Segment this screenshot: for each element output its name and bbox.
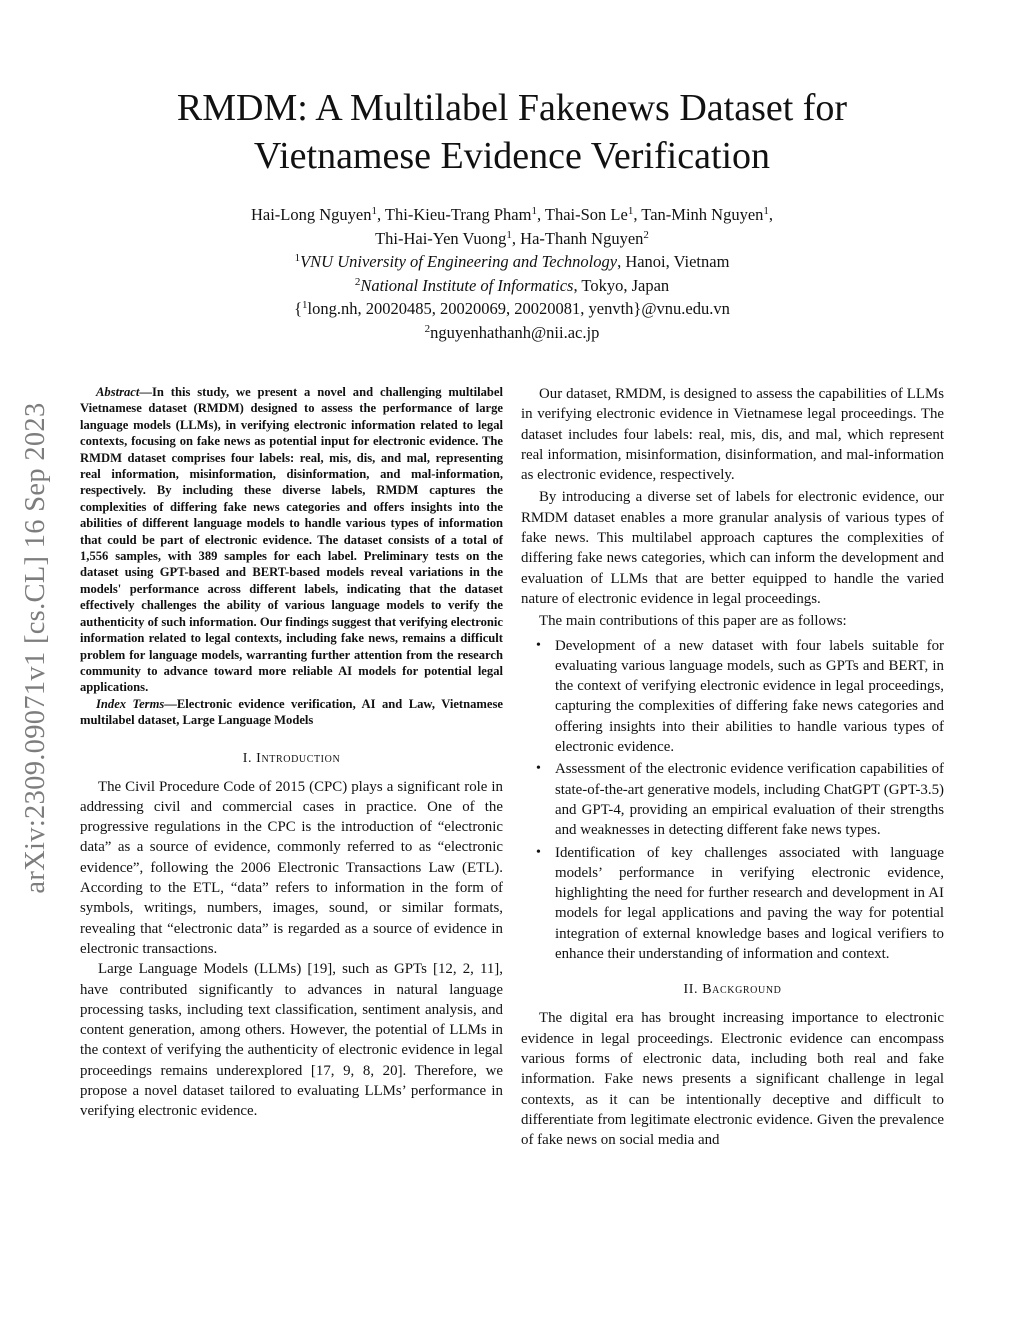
paper-title	[80, 84, 944, 180]
email-line-1: {$^1$long.nh, 20020485, 20020069, 20020081, yenvth}@vnu.edu.vn	[294, 299, 730, 318]
list-item: • Assessment of the electronic evidence verification capabilities of state-of-the-art generative models, including ChatGPT (GPT-3.5) and GPT-4, providing an empirical evaluation of their strengths and weaknesses in detecting different fake news types.	[555, 759, 944, 840]
author-line-1: Hai-Long Nguyen$^1$, Thi-Kieu-Trang Pham$^1$, Thai-Son Le$^1$, Tan-Minh Nguyen$^1$,	[250, 205, 774, 224]
index-terms-text: —Electronic evidence verification, AI and Law, Vietnamese multilabel dataset, Large Language Models	[80, 696, 503, 728]
right-paragraph-1: Our dataset, RMDM, is designed to assess the capabilities of LLMs in verifying electronic evidence in Vietnamese legal proceedings. The dataset includes four labels: real, mis, dis, and mal, which represent real information, misinformation, disinformation, and mal-information as electronic evidence, respectively.	[521, 386, 944, 484]
right-paragraph-2: By introducing a diverse set of labels for electronic evidence, our RMDM dataset enables a more granular analysis of various types of fake news. This multilabel approach captures the complexities of differing fake news categories, which can inform the development and evaluation of LLMs that are better equipped to handle the varied nature of electronic evidence in legal proceedings.	[521, 489, 944, 607]
arxiv-stamp: arXiv:2309.09071v1 [cs.CL] 16 Sep 2023	[20, 402, 51, 894]
list-item: • Development of a new dataset with four labels suitable for evaluating various language models, such as GPTs and BERT, in the context of verifying electronic evidence in legal proceedings, capturing the complexities of differing fake news categories and offering insights into their abilities to handle various types of electronic evidence.	[555, 636, 944, 758]
intro-paragraph-1: The Civil Procedure Code of 2015 (CPC) plays a significant role in addressing civil and commercial cases in practice. One of the progressive regulations in the CPC is the introduction of “electronic data” as a source of evidence, commonly referred to as “electronic evidence”, following the 2006 Electronic Transactions Law (ETL). According to the ETL, “data” refers to information in the form of symbols, writings, numbers, images, sound, or similar formats, revealing that “electronic data” is regarded as a source of evidence in electronic transactions.	[80, 778, 503, 957]
contributions-intro: The main contributions of this paper are as follows:	[539, 613, 847, 630]
intro-paragraph-2: Large Language Models (LLMs) [19], such as GPTs [12, 2, 11], have contributed significantly to advances in natural language processing tasks, including text classification, sentiment analysis, and content generation, among others. However, the potential of LLMs in the context of verifying the authenticity of electronic evidence in legal proceedings remains underexplored [17, 9, 8, 20]. Therefore, we propose a novel dataset tailored to evaluating LLMs’ performance in verifying electronic evidence.	[80, 961, 503, 1120]
contributions-list	[521, 636, 944, 965]
author-line-2: Thi-Hai-Yen Vuong$^1$, Ha-Thanh Nguyen$^2$	[375, 228, 649, 248]
affiliation-2: $^2$National Institute of Informatics, Tokyo, Japan	[354, 275, 670, 295]
affiliation-1: $^1$VNU University of Engineering and Technology, Hanoi, Vietnam	[294, 252, 730, 271]
section-heading-introduction: I. Introduction	[242, 750, 341, 766]
index-terms-label: Index Terms	[96, 696, 165, 711]
email-line-2: $^2$nguyenhathanh@nii.ac.jp	[424, 322, 600, 342]
abstract-label: Abstract	[96, 385, 140, 399]
abstract-text: —In this study, we present a novel and challenging multilabel Vietnamese dataset (RMDM) designed to assess the performance of large language models (LLMs), in verifying electronic information related to legal contexts, focusing on fake news as potential input for electronic evidence. The RMDM dataset comprises four labels: real, mis, dis, and mal, representing real information, misinformation, disinformation, and mal-information, respectively. By including these diverse labels, RMDM captures the complexities of differing fake news categories and offers insights into the abilities of different language models to handle various types of information that could be part of electronic evidence. The dataset consists of a total of 1,556 samples, with 389 samples for each label. Preliminary tests on the dataset using GPT-based and BERT-based models reveal variations in the models' performance across different labels, indicating that the dataset effectively challenges the ability of various language models to verify the authenticity of such information. Our findings suggest that verifying electronic information related to legal contexts, including fake news, remains a difficult problem for language models, warranting further attention from the research community to advance toward more reliable AI models for potential legal applications.	[80, 385, 503, 695]
title-line-1: RMDM: A Multilabel Fakenews Dataset for	[176, 87, 848, 129]
left-column	[80, 384, 503, 1122]
list-item: • Identification of key challenges associated with language models’ performance in verifying electronic evidence, highlighting the need for further research and development in AI models for legal applications and paving the way for potential integration of external knowledge bases and logical verifiers to enhance their understanding of information and context.	[555, 843, 944, 965]
section-heading-background: II. Background	[683, 982, 782, 998]
right-column	[521, 384, 944, 1150]
background-paragraph-1: The digital era has brought increasing importance to electronic evidence in legal proceedings. Electronic evidence can encompass various forms of electronic data, including both real and fake information. Fake news presents a significant challenge in legal contexts, as it can be intentionally deceptive and difficult to differentiate from legitimate electronic evidence. Given the prevalence of fake news on social media and	[521, 1010, 944, 1149]
abstract	[80, 384, 503, 696]
title-line-2: Vietnamese Evidence Verification	[253, 135, 771, 177]
author-block	[120, 203, 904, 344]
index-terms	[80, 696, 503, 729]
